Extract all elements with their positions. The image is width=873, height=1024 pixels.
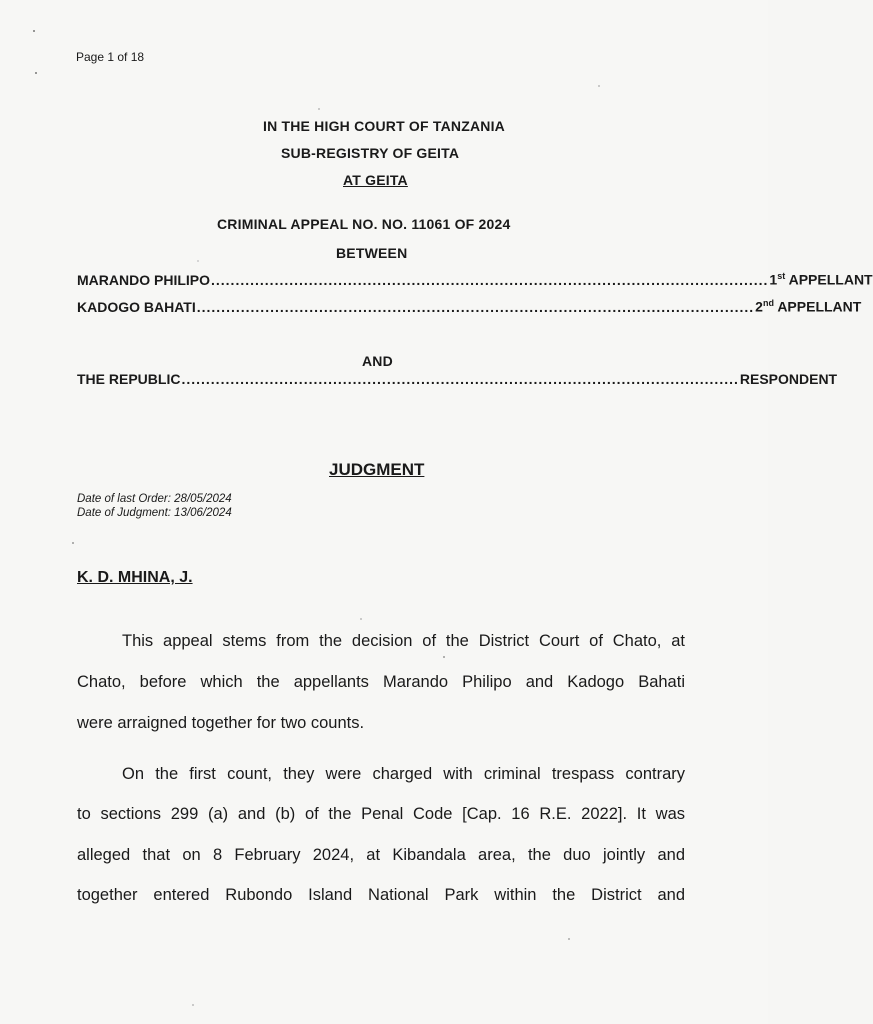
leader-dots: ..................................................................................................................: [181, 371, 739, 387]
paragraph-line: together entered Rubondo Island National Park within the District and: [77, 886, 685, 904]
scan-speck: [598, 85, 600, 87]
paragraph-line: were arraigned together for two counts.: [77, 714, 365, 732]
party-role: 1st APPELLANT: [769, 271, 873, 288]
party-name: MARANDO PHILIPO: [77, 271, 210, 288]
paragraph-line: to sections 299 (a) and (b) of the Penal Code [Cap. 16 R.E. 2022]. It was: [77, 805, 685, 823]
scan-speck: [33, 30, 35, 32]
paragraph-line: Chato, before which the appellants Marando Philipo and Kadogo Bahati: [77, 673, 685, 691]
party-row-respondent: [77, 371, 838, 387]
paragraph-line: This appeal stems from the decision of the District Court of Chato, at: [122, 632, 685, 650]
scan-speck: [360, 618, 362, 620]
scan-speck: [35, 72, 37, 74]
court-name: IN THE HIGH COURT OF TANZANIA: [263, 118, 505, 134]
court-location: AT GEITA: [343, 172, 408, 188]
registry-name: SUB-REGISTRY OF GEITA: [281, 145, 460, 161]
judge-name: K. D. MHINA, J.: [77, 569, 193, 586]
scan-speck: [318, 108, 320, 110]
party-name: KADOGO BAHATI: [77, 298, 196, 315]
party-row-appellant-1: [77, 271, 873, 288]
date-judgment: Date of Judgment: 13/06/2024: [77, 507, 232, 519]
between-label: BETWEEN: [336, 245, 408, 261]
page-number: Page 1 of 18: [76, 50, 145, 64]
appeal-number: CRIMINAL APPEAL NO. NO. 11061 OF 2024: [217, 216, 511, 232]
scan-speck: [192, 1004, 194, 1006]
document-title: JUDGMENT: [329, 460, 425, 479]
paragraph-line: alleged that on 8 February 2024, at Kibandala area, the duo jointly and: [77, 846, 685, 864]
party-role: RESPONDENT: [739, 371, 838, 387]
scan-speck: [197, 260, 199, 262]
party-role: 2nd APPELLANT: [755, 298, 862, 315]
date-last-order: Date of last Order: 28/05/2024: [77, 493, 232, 505]
scan-speck: [568, 938, 570, 940]
party-name: THE REPUBLIC: [77, 371, 181, 387]
paragraph-line: On the first count, they were charged with criminal trespass contrary: [122, 765, 685, 783]
leader-dots: ..................................................................................................................: [211, 271, 769, 288]
leader-dots: ..................................................................................................................: [196, 298, 755, 315]
and-label: AND: [362, 353, 393, 369]
party-row-appellant-2: [77, 298, 862, 315]
scan-speck: [443, 656, 445, 658]
scan-speck: [72, 542, 74, 544]
